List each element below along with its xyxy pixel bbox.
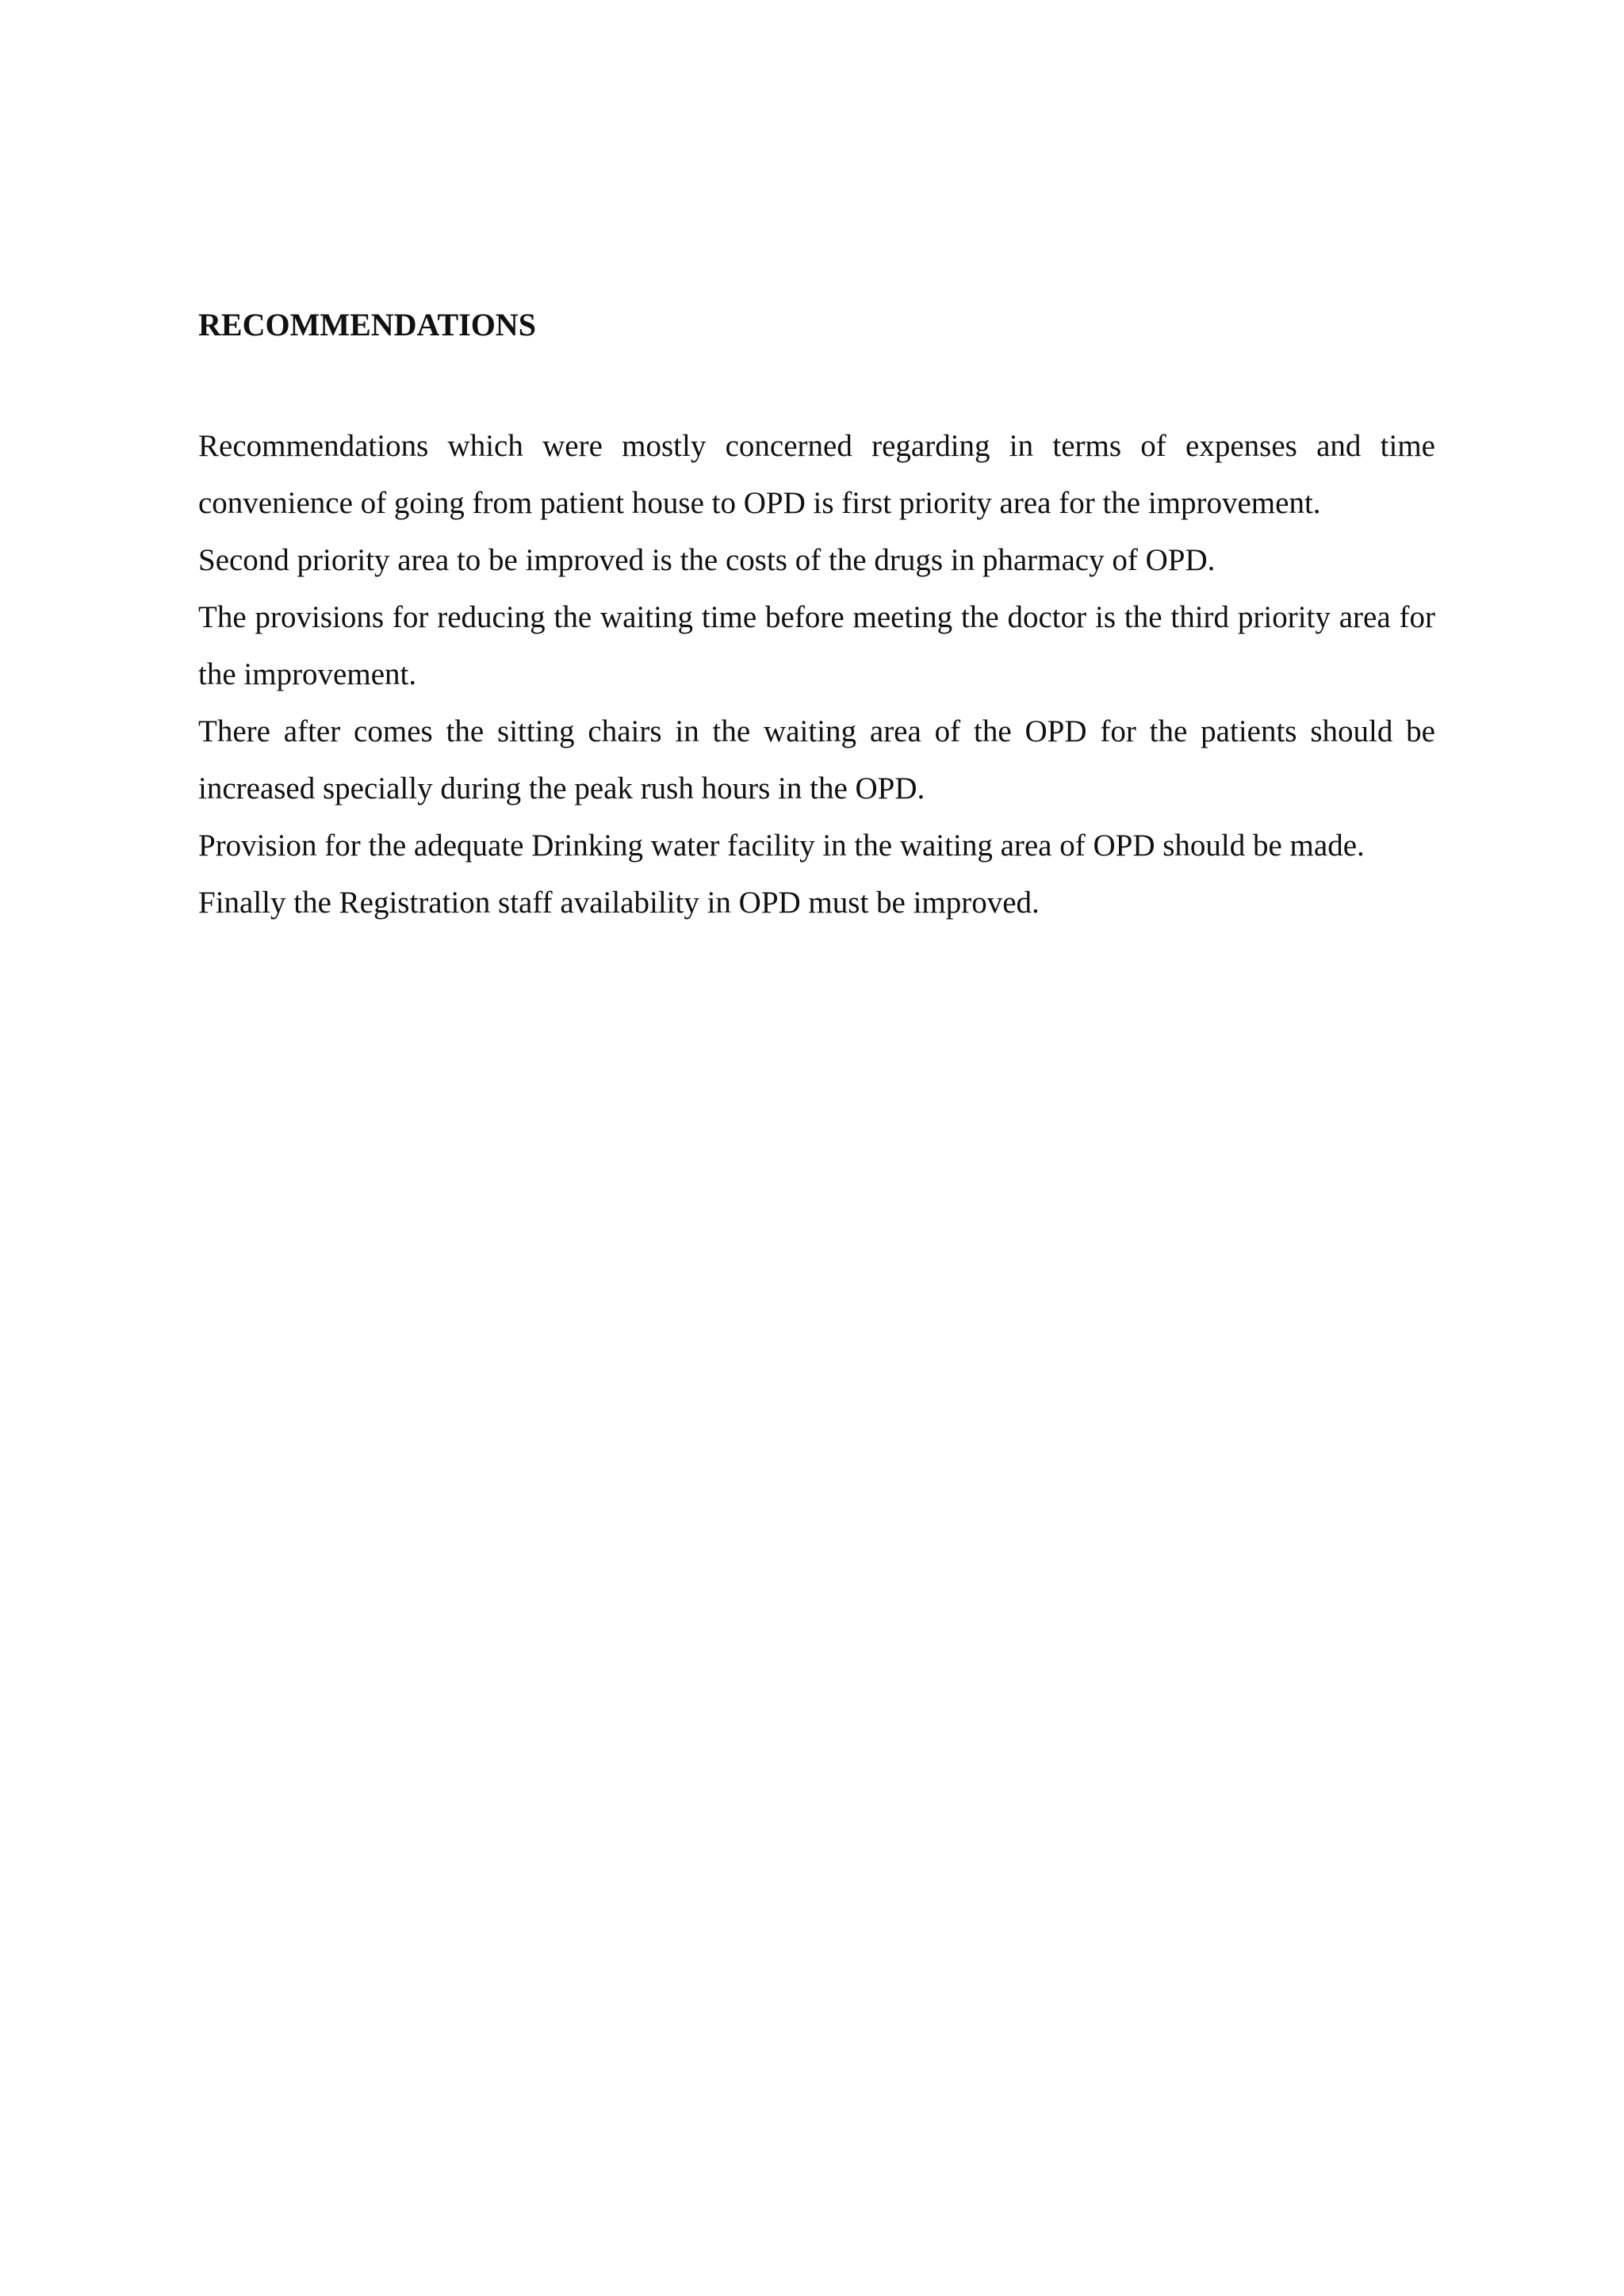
recommendation-paragraph-5: Provision for the adequate Drinking water facility in the waiting area of OPD should be made.	[198, 828, 1365, 863]
recommendation-paragraph-2: Second priority area to be improved is the costs of the drugs in pharmacy of OPD.	[198, 543, 1216, 577]
recommendation-paragraph-1: Recommendations which were mostly concerned regarding in terms of expenses and time convenience of going from patient house to OPD is first priority area for the improvement.	[198, 429, 1435, 520]
recommendation-paragraph-6: Finally the Registration staff availability in OPD must be improved.	[198, 886, 1040, 920]
section-heading: RECOMMENDATIONS	[198, 307, 536, 342]
recommendations-body	[198, 418, 1435, 932]
recommendation-paragraph-3: The provisions for reducing the waiting time before meeting the doctor is the third priority area for the improvement.	[198, 600, 1435, 691]
recommendation-paragraph-4: There after comes the sitting chairs in the waiting area of the OPD for the patients should be increased specially during the peak rush hours in the OPD.	[198, 714, 1435, 806]
